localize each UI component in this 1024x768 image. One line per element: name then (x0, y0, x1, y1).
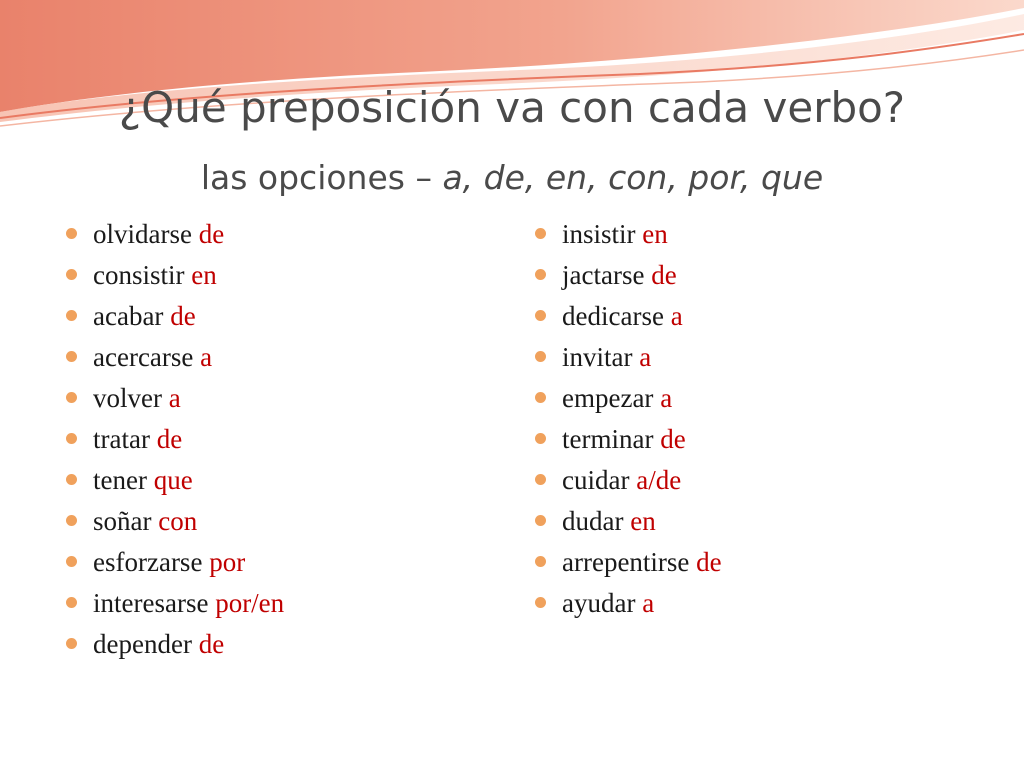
preposition-text: en (630, 506, 656, 536)
preposition-text: con (158, 506, 198, 536)
bullet-icon (535, 269, 546, 280)
bullet-icon (535, 392, 546, 403)
bullet-icon (66, 474, 77, 485)
bullet-icon (66, 638, 77, 649)
verb-list-item (533, 501, 973, 542)
verb-list-item (533, 419, 973, 460)
right-verb-list (533, 214, 973, 624)
verb-list-item (533, 583, 973, 624)
preposition-text: a (639, 342, 652, 372)
verb-list-item (533, 214, 973, 255)
verb-text: cuidar (562, 465, 630, 495)
verb-list-item (533, 460, 973, 501)
bullet-icon (66, 433, 77, 444)
preposition-text: de (660, 424, 686, 454)
verb-list-item (64, 583, 484, 624)
verb-list-item (64, 378, 484, 419)
bullet-icon (66, 515, 77, 526)
subtitle-options: a, de, en, con, por, que (442, 158, 824, 197)
bullet-icon (66, 310, 77, 321)
preposition-text: de (696, 547, 722, 577)
preposition-text: de (198, 219, 225, 249)
preposition-text: de (651, 260, 677, 290)
bullet-icon (535, 515, 546, 526)
bullet-icon (535, 474, 546, 485)
verb-text: ayudar (562, 588, 636, 618)
verb-text: terminar (562, 424, 654, 454)
bullet-icon (66, 392, 77, 403)
verb-list-item (533, 378, 973, 419)
verb-list-item (533, 255, 973, 296)
preposition-text: de (198, 629, 225, 659)
verb-list-item (64, 624, 484, 665)
verb-text: dedicarse (562, 301, 664, 331)
preposition-text: que (153, 465, 193, 495)
verb-list-item (533, 296, 973, 337)
verb-list-item (64, 419, 484, 460)
page-title: ¿Qué preposición va con cada verbo? (118, 83, 906, 132)
preposition-text: por (209, 547, 246, 577)
preposition-text: a/de (636, 465, 682, 495)
verb-text: jactarse (562, 260, 645, 290)
page-subtitle (0, 155, 1024, 201)
verb-list-item (533, 542, 973, 583)
bullet-icon (535, 310, 546, 321)
verb-text: acabar (93, 301, 164, 331)
preposition-text: de (170, 301, 196, 331)
verb-text: dudar (562, 506, 624, 536)
verb-list-item (64, 255, 484, 296)
verb-text: soñar (93, 506, 152, 536)
verb-list-item (64, 501, 484, 542)
preposition-text: a (642, 588, 655, 618)
verb-list-item (64, 460, 484, 501)
verb-text: interesarse (93, 588, 209, 618)
verb-list-item (533, 337, 973, 378)
verb-list-item (64, 337, 484, 378)
verb-text: volver (93, 383, 162, 413)
verb-list-item (64, 214, 484, 255)
bullet-icon (66, 556, 77, 567)
preposition-text: a (670, 301, 683, 331)
bullet-icon (66, 228, 77, 239)
verb-text: acercarse (93, 342, 194, 372)
bullet-icon (535, 351, 546, 362)
verb-text: tener (93, 465, 147, 495)
verb-text: insistir (562, 219, 636, 249)
left-verb-list (64, 214, 484, 665)
verb-list-item (64, 542, 484, 583)
preposition-text: a (660, 383, 673, 413)
preposition-text: en (191, 260, 217, 290)
verb-text: esforzarse (93, 547, 203, 577)
bullet-icon (535, 556, 546, 567)
verb-text: olvidarse (93, 219, 192, 249)
bullet-icon (535, 433, 546, 444)
verb-text: invitar (562, 342, 633, 372)
preposition-text: por/en (215, 588, 285, 618)
verb-text: arrepentirse (562, 547, 690, 577)
verb-text: empezar (562, 383, 654, 413)
preposition-text: de (156, 424, 183, 454)
preposition-text: a (200, 342, 213, 372)
verb-text: depender (93, 629, 192, 659)
preposition-text: a (168, 383, 181, 413)
subtitle-prefix: las opciones – (200, 158, 443, 197)
bullet-icon (66, 269, 77, 280)
preposition-text: en (642, 219, 668, 249)
bullet-icon (66, 597, 77, 608)
bullet-icon (66, 351, 77, 362)
verb-text: tratar (93, 424, 150, 454)
verb-list-item (64, 296, 484, 337)
verb-text: consistir (93, 260, 185, 290)
bullet-icon (535, 597, 546, 608)
bullet-icon (535, 228, 546, 239)
